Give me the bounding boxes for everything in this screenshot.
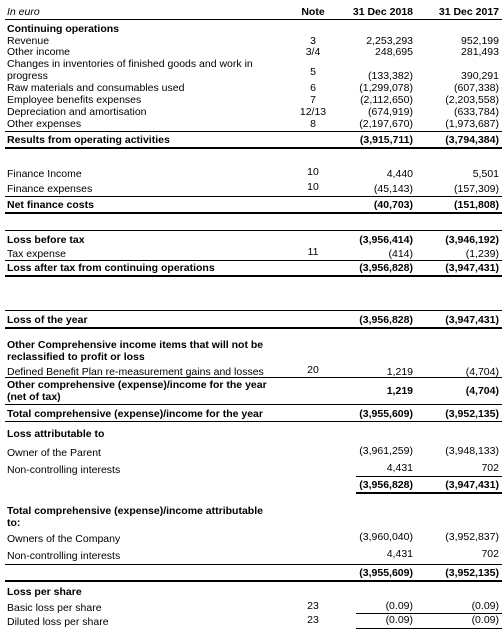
subtotal-divider	[356, 628, 502, 629]
divider	[5, 196, 502, 197]
divider	[5, 377, 502, 378]
unit-label: In euro	[7, 6, 40, 18]
divider	[5, 230, 502, 231]
divider	[5, 131, 502, 132]
subtotal-divider	[356, 492, 502, 494]
subtotal-divider	[356, 476, 502, 477]
divider	[5, 564, 502, 565]
income-statement: In euro Note 31 Dec 2018 31 Dec 2017 Continuing operations Revenue 3 2,253,293 952,199 Other income 3/4 248,695 281,493 Changes in inventories of finished goods and work in progress 5 (133,382) 390,291 Raw materials and consumables used 6 (1,299,078) (607,338) Employee benefits expenses 7 (2,112,650) (2,203,558) Depreciation and amortisation 12/13 (674,919) (633,784) Other expenses 8 (2,197,670) (1,973,687) Results from operating activities (3,915,711) (3,794,384) Finance Income 10 4,440 5,501 Finance expenses 10 (45,143) (157,309) Net finance costs (40,703) (151,808) Loss before tax (3,956,414) (3,946,192) Tax expense 11 (414) (1,239) Loss after tax from continuing operations (3,956,828) (3,947,431) Loss of the year (3,956,828) (3,947,431) Other Comprehensive income items that will not be reclassified to profit or loss Defined Benefit Plan re-measurement gains and losses 20 1,219 (4,704) Other comprehensive (expense)/income for the year (net of tax) 1,219 (4,704) Total comprehensive (expense)/income for the year (3,955,609) (3,952,135) Loss attributable to Owner of the Parent (3,961,259) (3,948,133) Non-controlling interests 4,431 702 (3,956,828) (3,947,431) Total comprehensive (expense)/income attributable to: Owners of the Company (3,960,040) (3,952,837) Non-controlling interests 4,431 702 (3,955,609) (3,952,135) Loss per share Basic loss per share 23 (0.09) (0.09) Diluted loss per share 23 (0.09) (0.09)	[0, 0, 504, 632]
divider	[5, 404, 502, 405]
divider	[5, 310, 502, 311]
divider	[5, 212, 502, 214]
divider	[5, 260, 502, 261]
divider	[5, 580, 502, 582]
divider	[5, 275, 502, 277]
divider	[5, 421, 502, 422]
column-header-2017: 31 Dec 2017	[438, 6, 499, 18]
column-header-2018: 31 Dec 2018	[352, 6, 413, 18]
header-divider	[5, 19, 502, 20]
note-column-header: Note	[301, 6, 325, 18]
divider	[5, 147, 502, 149]
divider	[5, 327, 502, 329]
